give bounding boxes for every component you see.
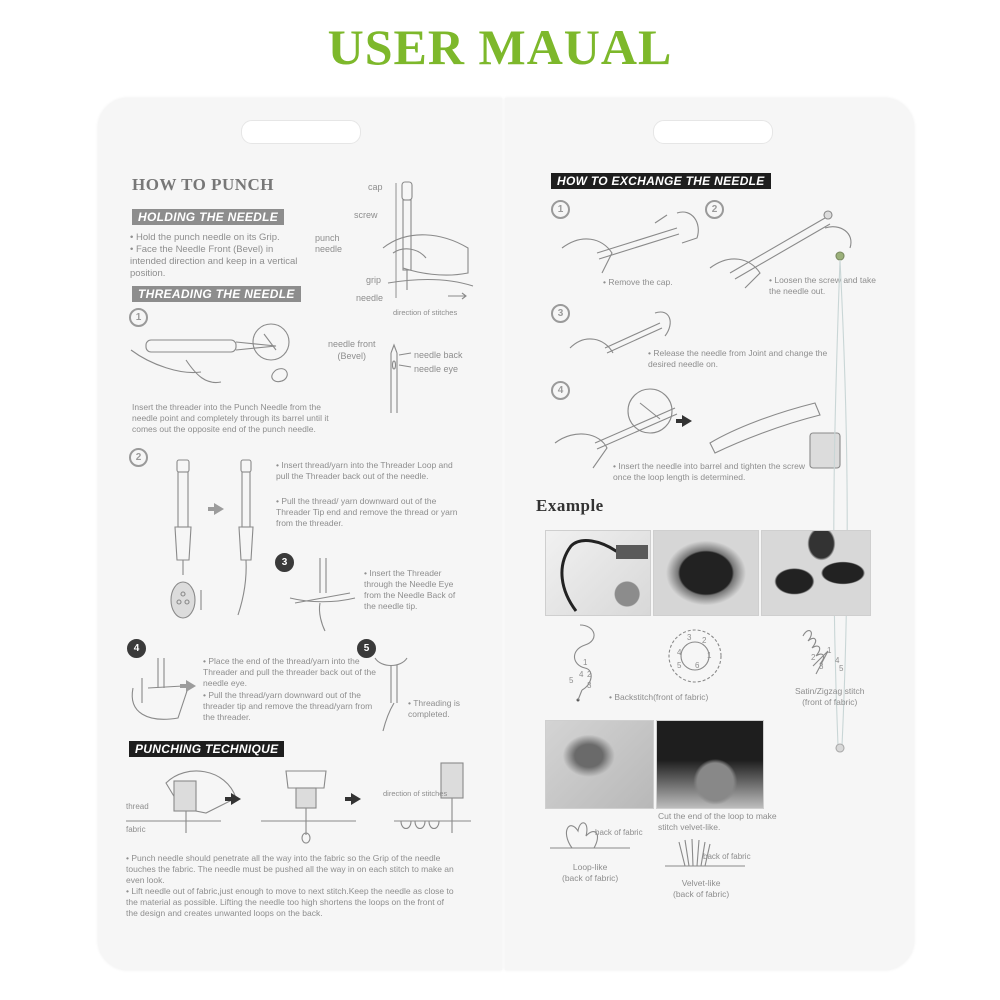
hang-hole-right [653, 120, 773, 144]
exchange-step-1-text: • Remove the cap. [603, 277, 673, 287]
example-photo-loop [545, 720, 654, 809]
exchange-step-1-number: 1 [551, 200, 570, 219]
holding-needle-illustration [348, 178, 478, 318]
exchange-step-4-arrow [682, 415, 692, 427]
threading-step-1-illustration [126, 320, 301, 395]
holding-bullet-1: • Hold the punch needle on its Grip. [130, 232, 280, 243]
label-grip: grip [366, 275, 382, 285]
holding-bullets [130, 232, 300, 280]
example-photo-2 [653, 530, 759, 616]
needle-tip-illustration [373, 343, 413, 423]
threading-needle-banner: THREADING THE NEEDLE [132, 286, 301, 302]
exchange-step-2-text: • Loosen the screw and take the needle out. [769, 275, 876, 296]
cut-note: Cut the end of the loop to make stitch velvet-like. [658, 811, 777, 832]
backstitch-digit-1: 1 [583, 658, 588, 667]
holding-bullet-2: • Face the Needle Front (Bevel) in intended direction and keep in a vertical position. [130, 244, 298, 279]
velvet-like-back-label: back of fabric [703, 852, 751, 861]
threading-step-4-text-a: • Place the end of the thread/yarn into the Threader and pull the threader back out of the needle eye. [203, 656, 376, 688]
how-to-punch-heading: HOW TO PUNCH [132, 175, 275, 194]
threading-step-2-illustration [153, 450, 263, 625]
page-title: USER MAUAL [327, 19, 673, 75]
satin-digit-3: 3 [819, 662, 824, 671]
spiral-diagram [665, 626, 725, 686]
backstitch-digit-4: 4 [579, 670, 584, 679]
exchange-step-3-text: • Release the needle from Joint and change the desired needle on. [648, 348, 828, 369]
threading-step-2-text-b: • Pull the thread/ yarn downward out of the Threader Tip end and remove the thread or yarn from the threader. [276, 496, 458, 528]
example-photo-1-yarn [546, 531, 650, 615]
left-card [98, 98, 502, 970]
threading-step-3-illustration [280, 553, 360, 633]
satin-digit-4: 4 [835, 656, 840, 665]
label-needle-back: needle back [414, 350, 463, 360]
satin-digit-2: 2 [811, 653, 816, 662]
threading-step-3-number: 3 [275, 553, 294, 572]
spiral-digit-5: 5 [677, 661, 682, 670]
label-needle: needle [356, 293, 384, 303]
punching-arrow-1 [231, 793, 241, 805]
hang-hole [241, 120, 361, 144]
loop-like-label: Loop-like (back of fabric) [562, 862, 619, 883]
threading-step-5-text: • Threading is completed. [408, 698, 460, 719]
backstitch-label: • Backstitch(front of fabric) [609, 692, 709, 702]
label-direction-stitches: direction of stitches [383, 789, 448, 798]
threading-step-2-number: 2 [129, 448, 148, 467]
example-photo-3 [761, 530, 871, 616]
threading-step-4-number: 4 [127, 639, 146, 658]
exchange-step-2-number: 2 [705, 200, 724, 219]
example-photo-velvet [656, 720, 764, 809]
threading-step-4-illustration [128, 658, 198, 728]
label-needle-front: needle front (Bevel) [328, 339, 376, 361]
spiral-digit-6: 6 [695, 661, 700, 670]
label-screw: screw [354, 210, 378, 220]
threading-step-5-illustration [363, 653, 423, 733]
punching-bullet-2: • Lift needle out of fabric,just enough to move to next stitch.Keep the needle as close to the material as possible. Lifting the needle too high shortens the loops on the front of the design and creates unwanted loops on the back. [126, 886, 454, 918]
example-heading: Example [536, 496, 604, 515]
spiral-digit-3: 3 [687, 633, 692, 642]
exchange-step-4-illustration [545, 383, 835, 473]
velvet-like-label: Velvet-like (back of fabric) [673, 878, 730, 899]
step-4-arrow [186, 680, 196, 692]
satin-digit-5: 5 [839, 664, 844, 673]
satin-label: Satin/Zigzag stitch (front of fabric) [795, 686, 865, 707]
label-direction: direction of stitches [393, 308, 458, 317]
threading-step-1-text: Insert the threader into the Punch Needle from the needle point and completely through its barrel until it comes out the opposite end of the punch needle. [132, 402, 329, 434]
punching-bullets [126, 853, 456, 919]
punching-bullet-1: • Punch needle should penetrate all the way into the fabric so the Grip of the needle touches the fabric. The needle must be pushed all the way in on each stitch to make an even look. [126, 853, 454, 885]
exchange-step-4-text: • Insert the needle into barrel and tighten the screw once the loop length is determined. [613, 461, 805, 482]
satin-digit-1: 1 [827, 646, 832, 655]
spiral-digit-2: 2 [702, 636, 707, 645]
punching-technique-banner: PUNCHING TECHNIQUE [129, 741, 284, 757]
backstitch-digit-3: 3 [587, 681, 592, 690]
punching-arrow-2 [351, 793, 361, 805]
exchange-step-3-number: 3 [551, 304, 570, 323]
exchange-needle-banner: HOW TO EXCHANGE THE NEEDLE [551, 173, 771, 189]
threading-step-1-number: 1 [129, 308, 148, 327]
loop-like-back-label: back of fabric [595, 828, 643, 837]
label-thread: thread [126, 802, 149, 811]
label-cap: cap [368, 182, 383, 192]
spiral-digit-4: 4 [677, 648, 682, 657]
threading-step-5-number: 5 [357, 639, 376, 658]
satin-diagram [798, 626, 838, 686]
exchange-step-4-number: 4 [551, 381, 570, 400]
example-photo-1 [545, 530, 651, 616]
step-2-arrow [214, 503, 224, 515]
punching-technique-illustration [126, 763, 471, 843]
spiral-digit-1: 1 [707, 651, 712, 660]
label-punch-needle: punch needle [315, 233, 343, 254]
label-needle-eye: needle eye [414, 364, 459, 374]
backstitch-digit-5: 5 [569, 676, 574, 685]
backstitch-digit-2: 2 [587, 670, 592, 679]
holding-needle-banner: HOLDING THE NEEDLE [132, 209, 284, 225]
right-card [505, 98, 914, 970]
threading-step-4-text-b: • Pull the thread/yarn downward out of the threader tip and remove the thread/yarn from the threader. [203, 690, 373, 722]
threading-step-2-text-a: • Insert thread/yarn into the Threader Loop and pull the Threader back out of the needle. [276, 460, 453, 481]
threading-step-3-text: • Insert the Threader through the Needle Eye from the Needle Back of the needle tip. [364, 568, 456, 611]
label-fabric: fabric [126, 825, 146, 834]
